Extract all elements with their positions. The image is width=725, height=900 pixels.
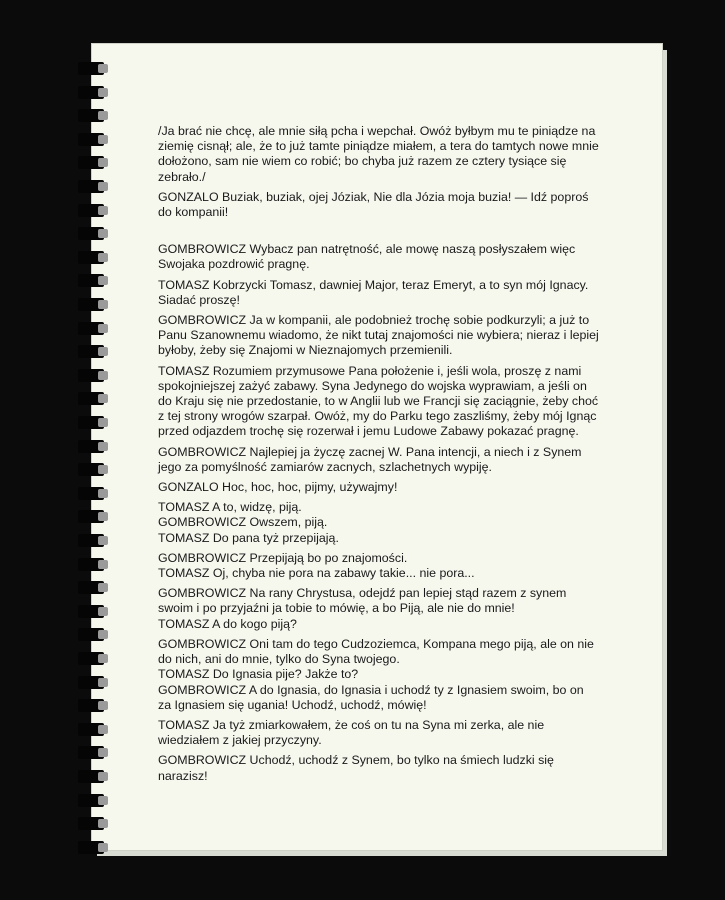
binding-ring bbox=[78, 369, 104, 382]
binding-ring bbox=[78, 676, 104, 689]
binding-ring bbox=[78, 298, 104, 311]
paragraph: TOMASZ Do pana tyż przepijają. bbox=[158, 530, 339, 545]
binding-ring bbox=[78, 109, 104, 122]
paragraph: /Ja brać nie chcę, ale mnie siłą pcha i wepchał. Owóż byłbym mu te piniądze na ziemię cisnął; ale, że to już tamte piniądze miałem, a tera do tamtych nowe mnie dołożono, sam nie wiem co robić; bo chyba już razem ze cztery tysiące się zebrało./ bbox=[158, 124, 599, 184]
binding-ring bbox=[78, 794, 104, 807]
paragraph: GOMBROWICZ Ja w kompanii, ale podobnież trochę sobie podkurzyli; a już to Panu Szanownemu wiadomo, że nikt tutaj znajomości nie wybiera; nieraz i lepiej byłoby, żeby się Znajomi w Nieznajomych przemienili. bbox=[158, 313, 599, 358]
binding-ring bbox=[78, 322, 104, 335]
binding-ring bbox=[78, 251, 104, 264]
binding-ring bbox=[78, 581, 104, 594]
document-text bbox=[158, 124, 600, 789]
paragraph: GOMBROWICZ Uchodź, uchodź z Synem, bo tylko na śmiech ludzki się narazisz! bbox=[158, 753, 554, 783]
binding-ring bbox=[78, 416, 104, 429]
paragraph: TOMASZ A do kogo piją? bbox=[158, 616, 297, 631]
paragraph: GONZALO Hoc, hoc, hoc, pijmy, używajmy! bbox=[158, 480, 398, 495]
paragraph: GOMBROWICZ Najlepiej ja życzę zacnej W. Pana intencji, a niech i z Synem jego za pomyślność zamiarów zacnych, szlachetnych wypiję. bbox=[158, 444, 582, 474]
paragraph: GOMBROWICZ Oni tam do tego Cudzoziemca, Kompana mego piją, ale on nie do nich, ani do mnie, tylko do Syna twojego. bbox=[158, 636, 594, 667]
paragraph: TOMASZ Rozumiem przymusowe Pana położenie i, jeśli wola, proszę z nami spokojniejszej zażyć zabawy. Syna Jedynego do wojska wyprawiam, a jeśli on do Kraju się nie przedostanie, to w Anglii lub we Francji się zaciągnie, żeby choć z tej strony wrogów szarpał. Owóż, my do Parku tego zaszliśmy, żeby mój Ignąc przed odjazdem trochę się rozerwał i jemu Ludowe Zabawy pokazać pragnę. bbox=[158, 363, 599, 439]
binding-ring bbox=[78, 227, 104, 240]
spiral-binding bbox=[78, 40, 108, 860]
binding-ring bbox=[78, 487, 104, 500]
paragraph: TOMASZ Oj, chyba nie pora na zabawy takie... nie pora... bbox=[158, 566, 475, 581]
paragraph: GOMBROWICZ Przepijają bo po znajomości. bbox=[158, 550, 408, 565]
binding-ring bbox=[78, 86, 104, 99]
paragraph: GOMBROWICZ Owszem, piją. bbox=[158, 515, 328, 530]
binding-ring bbox=[78, 392, 104, 405]
binding-ring bbox=[78, 770, 104, 783]
paragraph: GOMBROWICZ A do Ignasia, do Ignasia i uchodź ty z Ignasiem swoim, bo on za Ignasiem się ugania! Uchodź, uchodź, mówię! bbox=[158, 682, 584, 712]
paragraph: TOMASZ Do Ignasia pije? Jakże to? bbox=[158, 667, 359, 682]
paragraph: GOMBROWICZ Wybacz pan natrętność, ale mowę naszą posłyszałem więc Swojaka pozdrowić pragnę. bbox=[158, 242, 576, 272]
binding-ring bbox=[78, 628, 104, 641]
binding-ring bbox=[78, 463, 104, 476]
binding-ring bbox=[78, 699, 104, 712]
binding-ring bbox=[78, 841, 104, 854]
binding-ring bbox=[78, 345, 104, 358]
binding-ring bbox=[78, 534, 104, 547]
binding-ring bbox=[78, 510, 104, 523]
binding-ring bbox=[78, 723, 104, 736]
binding-ring bbox=[78, 746, 104, 759]
binding-ring bbox=[78, 558, 104, 571]
binding-ring bbox=[78, 817, 104, 830]
paragraph: GOMBROWICZ Na rany Chrystusa, odejdź pan lepiej stąd razem z synem swoim i po przyjaźni ja tobie to mówię, a bo Piją, ale nie do mnie! bbox=[158, 586, 567, 616]
paragraph: TOMASZ Ja tyż zmiarkowałem, że coś on tu na Syna mi zerka, ale nie wiedziałem z jakiej przyczyny. bbox=[158, 717, 545, 748]
paragraph: TOMASZ A to, widzę, piją. bbox=[158, 500, 302, 515]
binding-ring bbox=[78, 180, 104, 193]
binding-ring bbox=[78, 274, 104, 287]
binding-ring bbox=[78, 652, 104, 665]
binding-ring bbox=[78, 156, 104, 169]
binding-ring bbox=[78, 605, 104, 618]
binding-ring bbox=[78, 440, 104, 453]
binding-ring bbox=[78, 204, 104, 217]
paragraph: GONZALO Buziak, buziak, ojej Józiak, Nie dla Józia moja buzia! — Idź poproś do kompanii! bbox=[158, 189, 589, 220]
binding-ring bbox=[78, 62, 104, 75]
binding-ring bbox=[78, 133, 104, 146]
paragraph: TOMASZ Kobrzycki Tomasz, dawniej Major, teraz Emeryt, a to syn mój Ignacy. Siadać proszę! bbox=[158, 277, 589, 307]
